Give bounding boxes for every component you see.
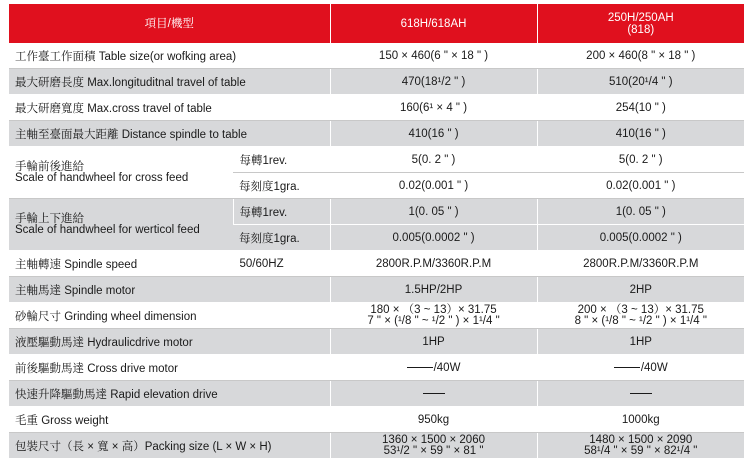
value-model-b: 1(0. 05 " ) (537, 199, 744, 225)
value-model-b: 410(16 " ) (537, 121, 744, 147)
value-model-a: 1HP (330, 329, 537, 355)
dash-line (614, 367, 640, 368)
sub-label: 每轉1rev. (233, 147, 330, 173)
value-line-metric: 1360 × 1500 × 2060 (382, 433, 485, 446)
row-label: 砂輪尺寸 Grinding wheel dimension (9, 303, 330, 329)
row-label: 主軸至臺面最大距離 Distance spindle to table (9, 121, 330, 147)
value-line-metric: 1480 × 1500 × 2090 (589, 433, 693, 446)
value-line-metric: 180 × （3 ~ 13）× 31.75 (370, 303, 497, 316)
row-label-zh: 手輪前後進給 (15, 160, 84, 173)
header-row (9, 4, 744, 43)
header-model-b-line1: 250H/250AH (607, 11, 674, 24)
value-model-b: 0.005(0.0002 " ) (537, 225, 744, 251)
sub-label: 每刻度1gra. (233, 225, 330, 251)
header-item: 項目/機型 (9, 4, 330, 43)
value-model-a: 470(18¹/2 " ) (330, 69, 537, 95)
row-label: 液壓驅動馬達 Hydraulicdrive motor (9, 329, 330, 355)
value-text: /40W (640, 361, 668, 374)
value-model-b (537, 355, 744, 381)
dash-line (407, 367, 433, 368)
value-model-a (330, 303, 537, 329)
value-line-metric: 200 × （3 ~ 13）× 31.75 (577, 303, 704, 316)
value-line-imperial: 58¹/4 " × 59 " × 82¹/4 " (584, 444, 698, 457)
table-row (9, 277, 744, 303)
header-model-b-line2: (818) (627, 23, 655, 36)
header-model-a: 618H/618AH (330, 4, 537, 43)
table-row (9, 43, 744, 69)
value-model-b: 1000kg (537, 407, 744, 433)
sub-label: 每刻度1gra. (233, 173, 330, 199)
value-model-b (537, 433, 744, 459)
value-text: /40W (433, 361, 461, 374)
value-model-a: 5(0. 2 " ) (330, 147, 537, 173)
row-label: 主軸馬達 Spindle motor (9, 277, 330, 303)
row-label: 工作臺工作面積 Table size(or wofking area) (9, 43, 330, 69)
value-model-b: 0.02(0.001 " ) (537, 173, 744, 199)
value-model-a: 150 × 460(6 " × 18 " ) (330, 43, 537, 69)
sub-label: 每轉1rev. (233, 199, 330, 225)
row-label: 毛重 Gross weight (9, 407, 330, 433)
table-row (9, 95, 744, 121)
value-model-b: 200 × 460(8 " × 18 " ) (537, 43, 744, 69)
value-model-a: 950kg (330, 407, 537, 433)
table-row (9, 121, 744, 147)
row-label-cross-feed (9, 147, 233, 199)
row-label: 快速升降驅動馬達 Rapid elevation drive (9, 381, 330, 407)
value-model-b: 254(10 " ) (537, 95, 744, 121)
table-row (9, 147, 744, 173)
value-model-a (330, 355, 537, 381)
header-model-b (537, 4, 744, 43)
value-model-b: 510(20¹/4 " ) (537, 69, 744, 95)
row-label: 前後驅動馬達 Cross drive motor (9, 355, 330, 381)
value-model-b (537, 381, 744, 407)
value-model-b: 2HP (537, 277, 744, 303)
table-row (9, 355, 744, 381)
row-label-en: Scale of handwheel for werticol feed (15, 223, 200, 236)
sub-label: 50/60HZ (233, 251, 330, 277)
value-model-b: 5(0. 2 " ) (537, 147, 744, 173)
dash-line (630, 393, 652, 394)
row-label: 包裝尺寸（長 × 寬 × 高）Packing size (L × W × H) (9, 433, 330, 459)
value-model-a (330, 433, 537, 459)
value-model-b: 2800R.P.M/3360R.P.M (537, 251, 744, 277)
value-model-b: 1HP (537, 329, 744, 355)
row-label-zh: 手輪上下進給 (15, 212, 84, 225)
value-model-a: 0.005(0.0002 " ) (330, 225, 537, 251)
dash-line (423, 393, 445, 394)
row-label: 最大研磨長度 Max.longituditnal travel of table (9, 69, 330, 95)
value-model-b (537, 303, 744, 329)
row-label: 主軸轉速 Spindle speed (9, 251, 233, 277)
value-line-imperial: 8 " × (¹/8 " ~ ¹/2 " ) × 1¹/4 " (574, 314, 707, 327)
value-model-a: 1.5HP/2HP (330, 277, 537, 303)
table-row (9, 433, 744, 459)
table-row (9, 199, 744, 225)
row-label-vertical-feed (9, 199, 233, 251)
value-model-a: 410(16 " ) (330, 121, 537, 147)
table-row (9, 251, 744, 277)
table-row (9, 381, 744, 407)
value-model-a (330, 381, 537, 407)
table-row (9, 329, 744, 355)
value-model-a: 160(6¹ × 4 " ) (330, 95, 537, 121)
value-line-imperial: 7 " × (¹/8 " ~ ¹/2 " ) × 1¹/4 " (367, 314, 500, 327)
table-row (9, 407, 744, 433)
value-model-a: 0.02(0.001 " ) (330, 173, 537, 199)
table-row (9, 303, 744, 329)
value-model-a: 2800R.P.M/3360R.P.M (330, 251, 537, 277)
value-model-a: 1(0. 05 " ) (330, 199, 537, 225)
value-line-imperial: 53¹/2 " × 59 " × 81 " (383, 444, 484, 457)
spec-table (9, 4, 744, 459)
row-label: 最大研磨寬度 Max.cross travel of table (9, 95, 330, 121)
row-label-en: Scale of handwheel for cross feed (15, 171, 189, 184)
table-row (9, 69, 744, 95)
